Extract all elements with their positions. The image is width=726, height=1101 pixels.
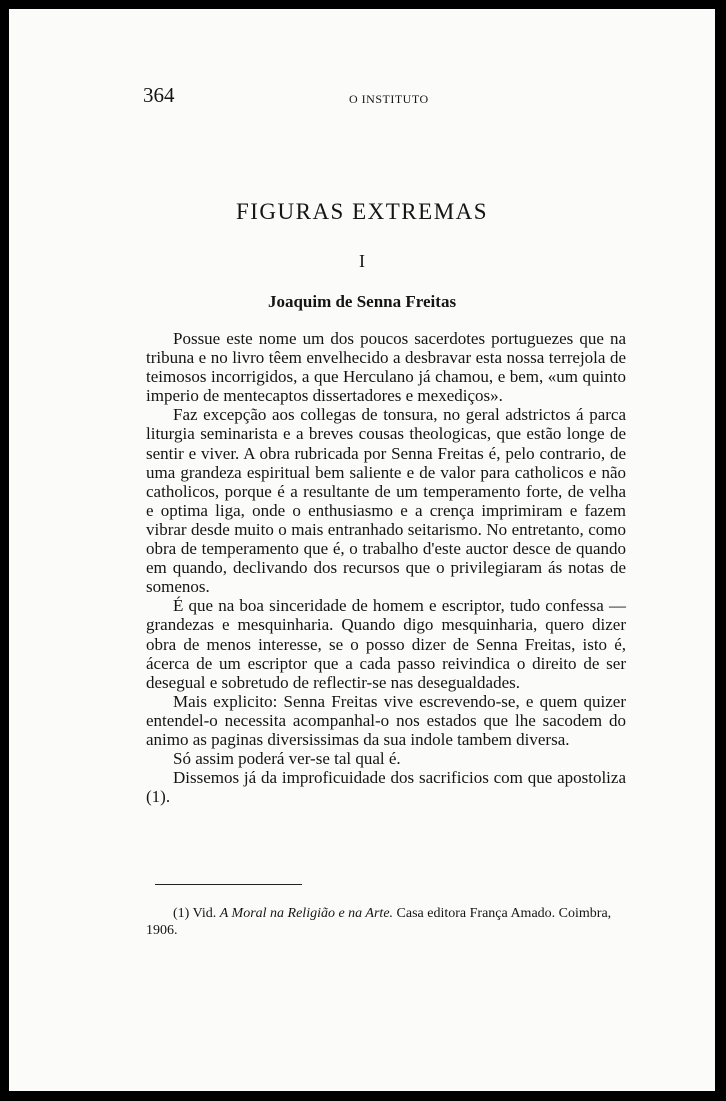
page-number: 364 bbox=[143, 83, 175, 107]
paragraph: Só assim poderá ver-se tal qual é. bbox=[173, 749, 401, 769]
section-number: I bbox=[359, 251, 365, 271]
paragraph: Faz excepção aos collegas de tonsura, no geral adstrictos á parca liturgia seminarista e a breves cousas theologicas, que estão longe de sentir e viver. A obra rubricada por Senna Freitas é, pelo contrario, de uma grandeza espiritual bem saliente e de valor para catholicos e não catholicos, porque é a resultante de um temperamento forte, de velha e optima liga, onde o enthusiasmo e a crença imprimiram e fazem vibrar desde muito o mais entranhado seitarismo. No entretanto, como obra de temperamento que é, o trabalho d'este auctor desce de quando em quando, declivando dos recursos que o privilegiaram ás notas de somenos. bbox=[146, 405, 626, 597]
footnote-divider bbox=[155, 884, 302, 885]
footnote-publisher: Casa editora França Amado. Coimbra, 1906. bbox=[146, 906, 612, 938]
book-page bbox=[9, 9, 715, 1091]
paragraph: Possue este nome um dos poucos sacerdotes portuguezes que na tribuna e no livro têem envelhecido a desbravar esta nossa terrejola de teimosos incorrigidos, a que Herculano já chamou, e bem, «um quinto imperio de mentecaptos dissertadores e mexediços». bbox=[146, 329, 626, 406]
journal-title: O INSTITUTO bbox=[349, 92, 429, 106]
paragraph: Mais explicito: Senna Freitas vive escrevendo-se, e quem quizer entendel-o necessita acompanhal-o nos estados que lhe sacodem do animo as paginas diversissimas da sua indole tambem diversa. bbox=[146, 691, 626, 749]
running-head bbox=[9, 83, 715, 113]
paragraph: Dissemos já da improficuidade dos sacrificios com que apostoliza (1). bbox=[146, 768, 626, 807]
paragraph: É que na boa sinceridade de homem e escriptor, tudo confessa — grandezas e mesquinharia. Quando digo mesquinharia, quero dizer obra de menos interesse, se o posso dizer de Senna Freitas, isto é, ácerca de um escriptor que a cada passo reivindica o direito de ser desegual e sobretudo de reflectir-se nas desegualdades. bbox=[146, 596, 626, 692]
footnote-work-title: A Moral na Religião e na Arte. bbox=[219, 906, 394, 921]
footnote-marker: (1) Vid. bbox=[173, 906, 217, 921]
subject-heading: Joaquim de Senna Freitas bbox=[267, 292, 457, 311]
article-title: FIGURAS EXTREMAS bbox=[235, 199, 489, 224]
footnote bbox=[146, 905, 626, 939]
body-text bbox=[146, 329, 626, 806]
